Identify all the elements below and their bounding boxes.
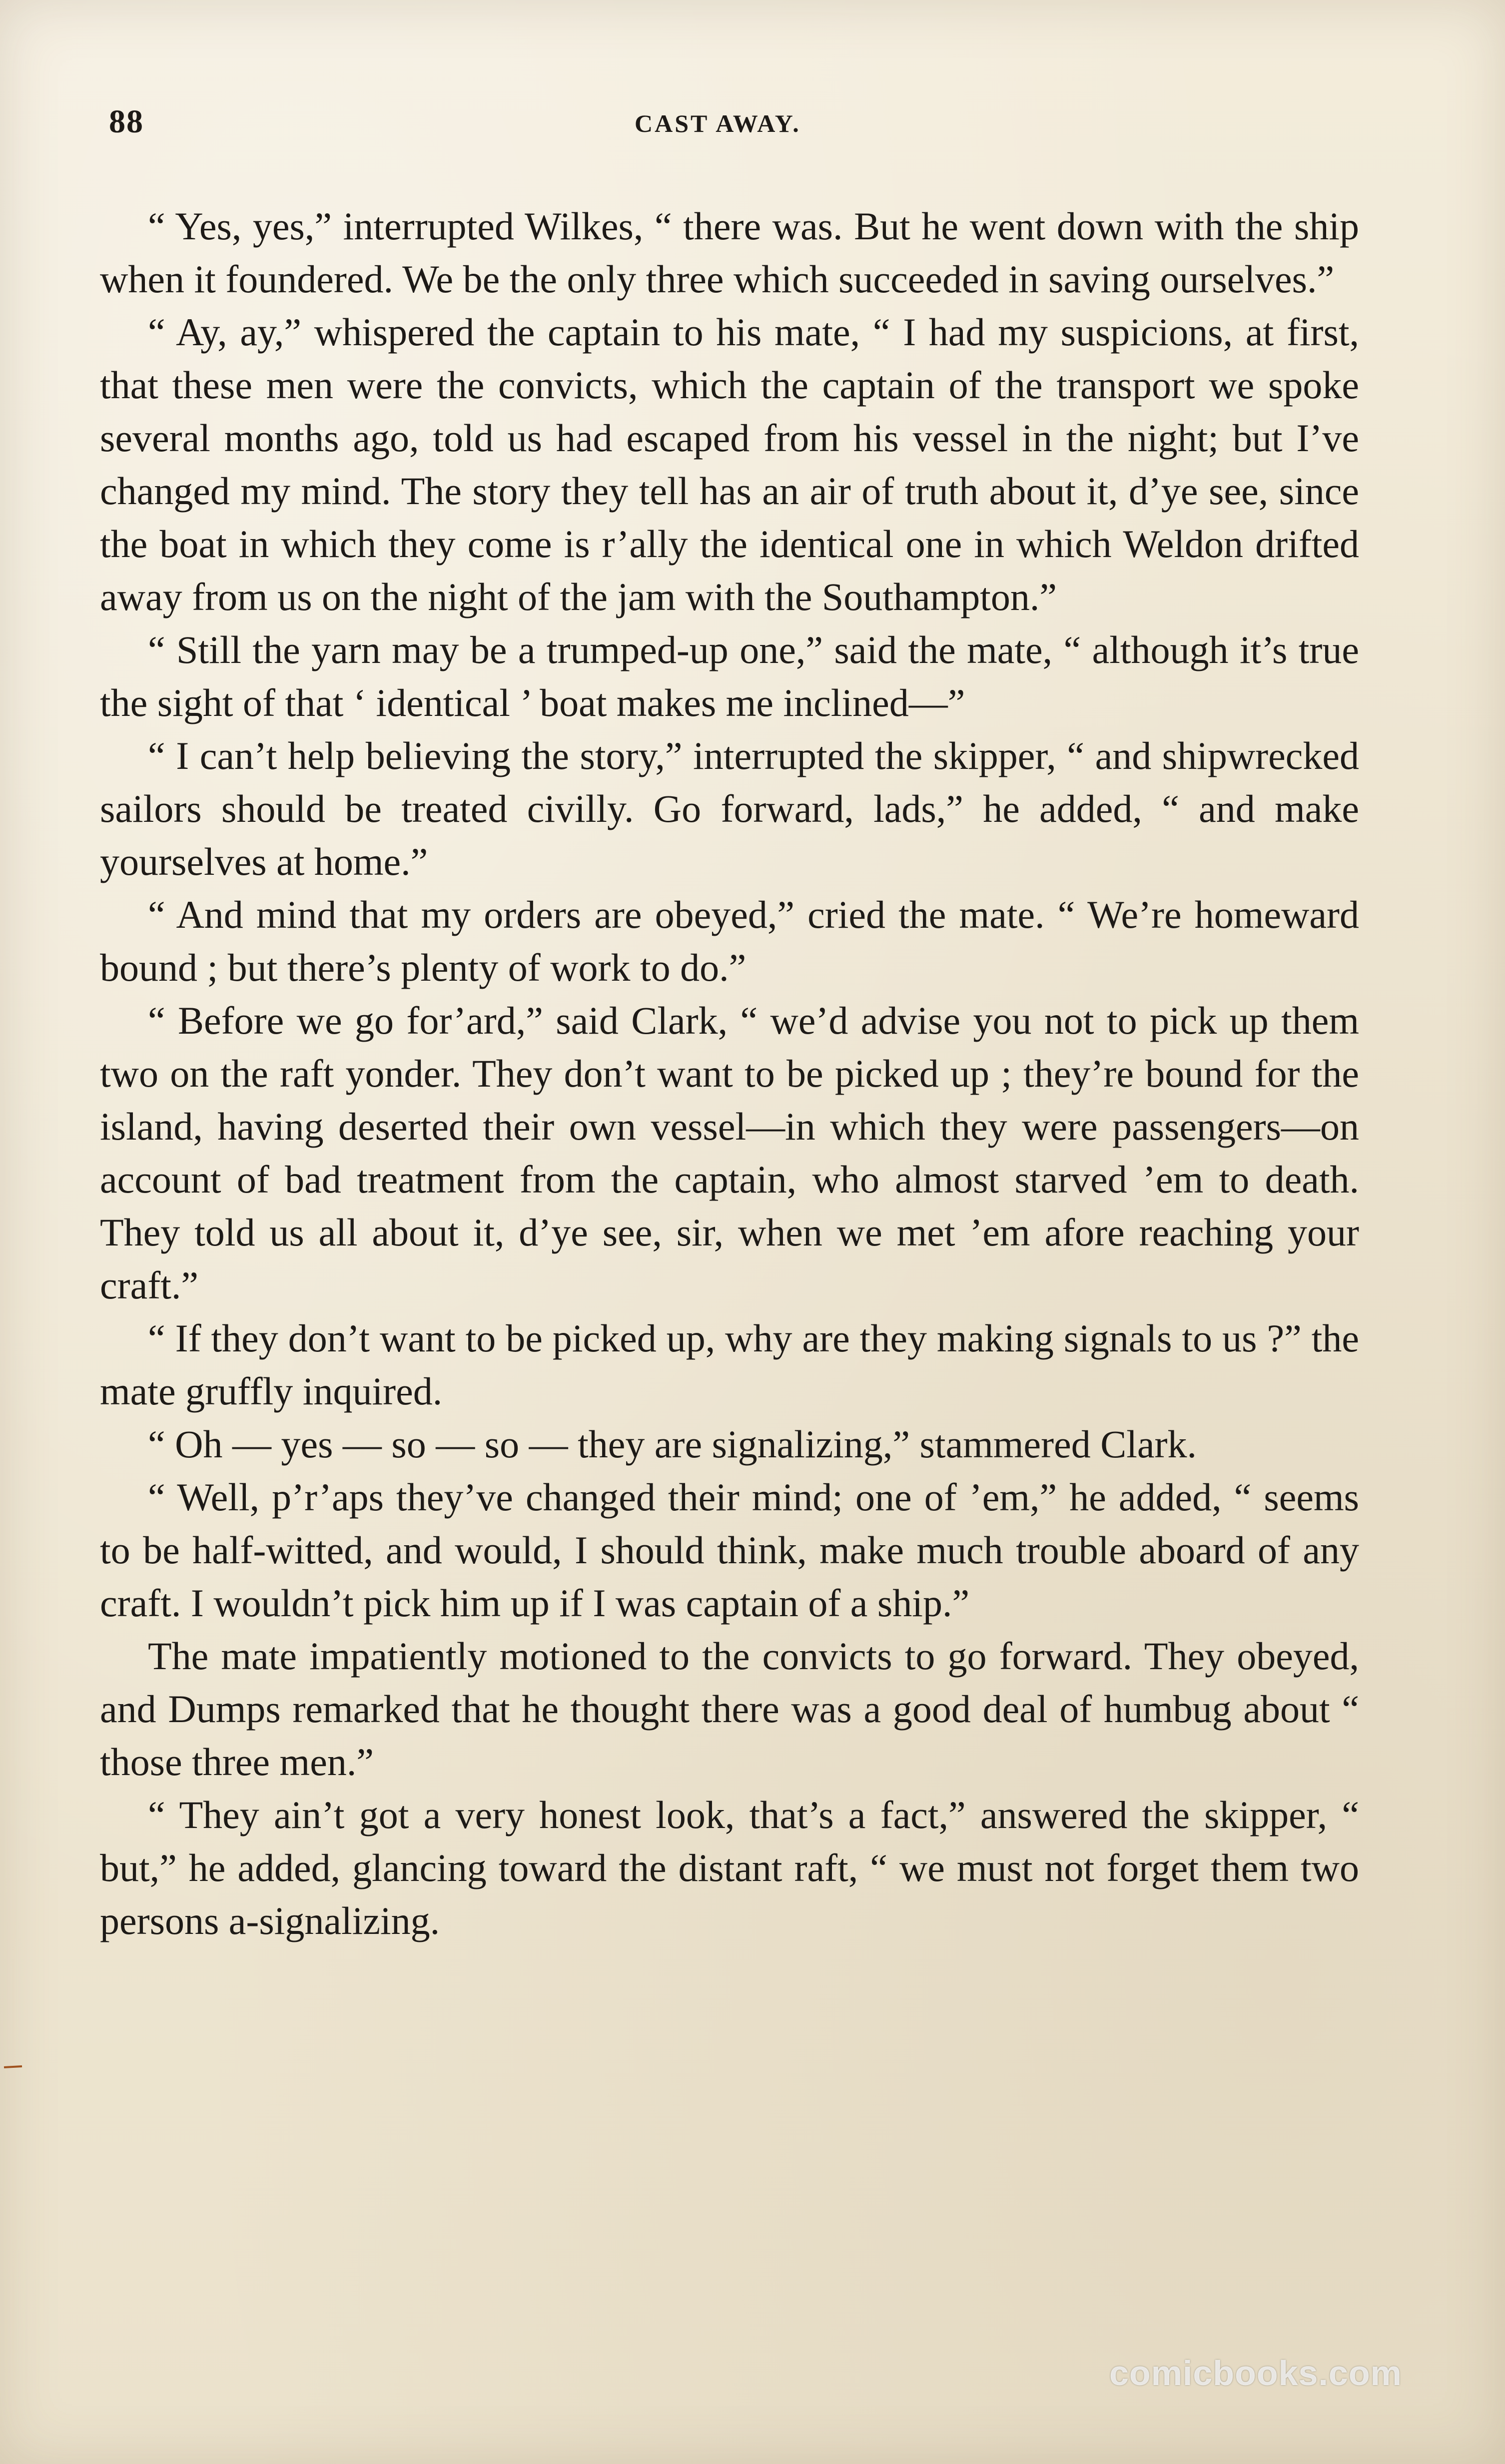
watermark: comicbooks.com: [1109, 2354, 1402, 2393]
paragraph: “ If they don’t want to be picked up, why are they making signals to us ?” the mate gruffly inquired.: [100, 1316, 1359, 1413]
paragraph: “ Well, p’r’aps they’ve changed their mind; one of ’em,” he added, “ seems to be half-witted, and would, I should think, make much trouble aboard of any craft. I wouldn’t pick him up if I was captain of a ship.”: [100, 1475, 1359, 1625]
running-head: CAST AWAY.: [635, 109, 801, 137]
margin-mark-icon: [3, 2063, 23, 2071]
paragraph: “ Oh — yes — so — so — they are signalizing,” stammered Clark.: [148, 1422, 1197, 1466]
body-text: [100, 200, 1359, 1947]
paragraph: “ Yes, yes,” interrupted Wilkes, “ there was. But he went down with the ship when it foundered. We be the only three which succeeded in saving ourselves.”: [100, 204, 1359, 301]
page-number: 88: [109, 103, 144, 140]
paragraph: “ Ay, ay,” whispered the captain to his mate, “ I had my suspicions, at first, that these men were the convicts, which the captain of the transport we spoke several months ago, told us had escaped from his vessel in the night; but I’ve changed my mind. The story they tell has an air of truth about it, d’ye see, since the boat in which they come is r’ally the identical one in which Weldon drifted away from us on the night of the jam with the Southampton.”: [100, 310, 1359, 618]
paragraph: “ Still the yarn may be a trumped-up one,” said the mate, “ although it’s true the sight of that ‘ identical ’ boat makes me inclined—”: [100, 628, 1359, 724]
page-header: [100, 100, 1359, 145]
paragraph: “ I can’t help believing the story,” interrupted the skipper, “ and shipwrecked sailors should be treated civilly. Go forward, lads,” he added, “ and make yourselves at home.”: [100, 734, 1359, 883]
paragraph: “ And mind that my orders are obeyed,” cried the mate. “ We’re homeward bound ; but there’s plenty of work to do.”: [100, 893, 1359, 989]
paragraph: The mate impatiently motioned to the convicts to go forward. They obeyed, and Dumps remarked that he thought there was a good deal of humbug about “ those three men.”: [100, 1634, 1359, 1784]
paragraph: “ Before we go for’ard,” said Clark, “ we’d advise you not to pick up them two on the raft yonder. They don’t want to be picked up ; they’re bound for the island, having deserted their own vessel—in which they were passengers—on account of bad treatment from the captain, who almost starved ’em to death. They told us all about it, d’ye see, sir, when we met ’em afore reaching your craft.”: [100, 999, 1359, 1307]
paragraph: “ They ain’t got a very honest look, that’s a fact,” answered the skipper, “ but,” he added, glancing toward the distant raft, “ we must not forget them two persons a-signalizing.: [100, 1793, 1359, 1942]
